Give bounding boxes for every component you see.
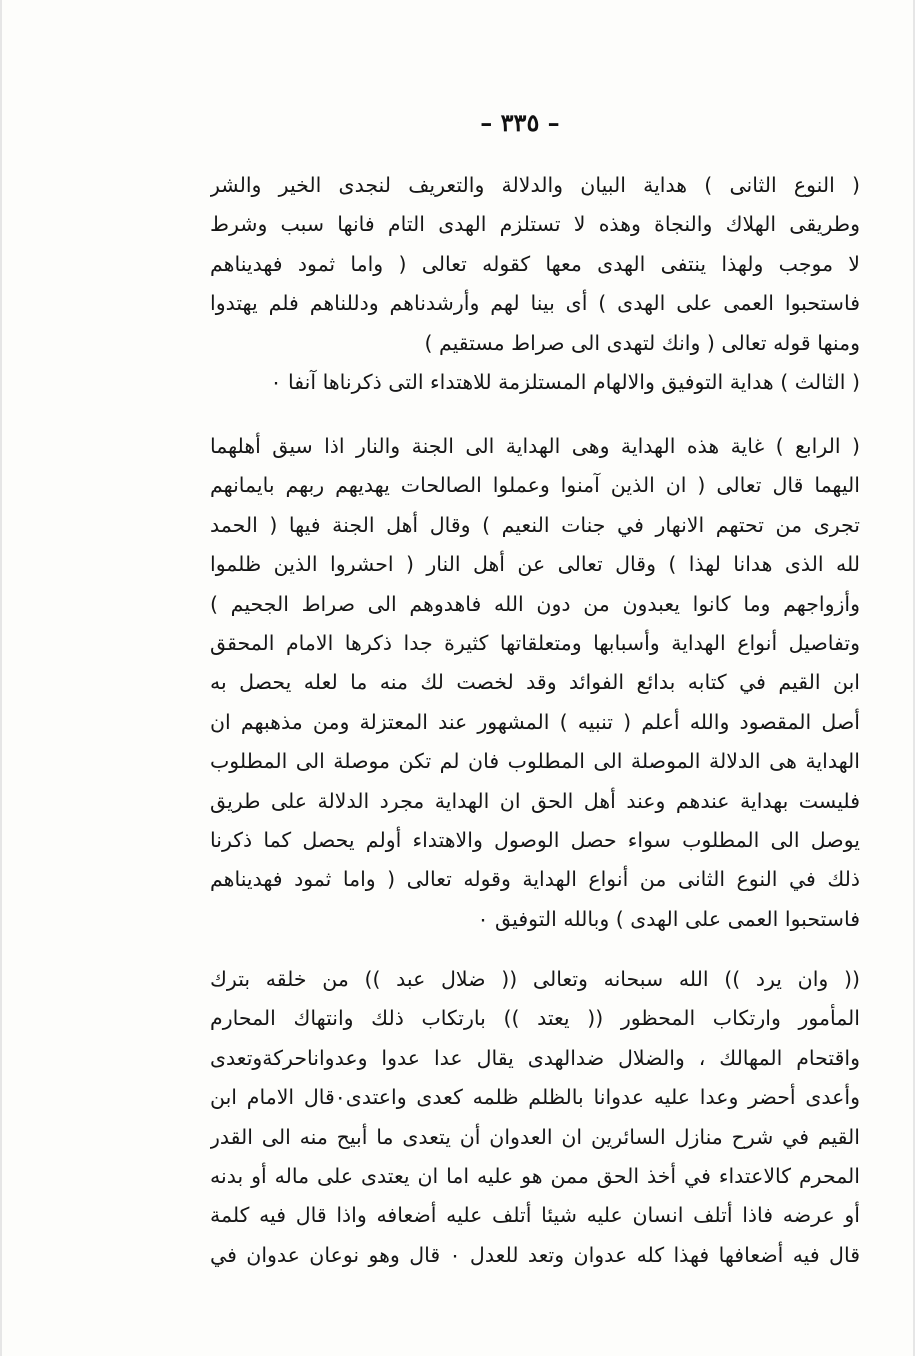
paragraph-misguidance — [210, 960, 860, 1275]
text-line: تجرى من تحتهم الانهار في جنات النعيم ) وقال أهل الجنة فيها ( الحمد — [210, 512, 860, 537]
text-line: ( الثالث ) هداية التوفيق والالهام المستلزمة للاهتداء التى ذكرناها آنفا ٠ — [270, 369, 860, 394]
text-line: وطريقى الهلاك والنجاة وهذه لا تستلزم الهدى التام فانها سبب وشرط — [210, 212, 860, 237]
text-line: قال فيه أضعافها فهذا كله عدوان وتعد للعدل ٠ قال وهو نوعان عدوان في — [210, 1242, 860, 1267]
text-line: المحرم كالاعتداء في أخذ الحق ممن هو عليه اما ان يعتدى على ماله أو بدنه — [210, 1163, 860, 1188]
text-line: وأزواجهم وما كانوا يعبدون من دون الله فاهدوهم الى صراط الجحيم ) — [210, 591, 860, 616]
text-line: ابن القيم في كتابه بدائع الفوائد وقد لخصت لك منه ما لعله يحصل به — [210, 670, 860, 695]
text-line: ومنها قوله تعالى ( وانك لتهدى الى صراط مستقيم ) — [424, 330, 860, 355]
text-line: أو عرضه فاذا أتلف انسان عليه شيئا أتلف عليه أضعافه واذا قال فيه كلمة — [210, 1203, 860, 1228]
text-line: (( وان يرد )) الله سبحانه وتعالى (( ضلال عبد )) من خلقه بترك — [210, 967, 860, 991]
text-line: فاستحبوا العمى على الهدى ) وبالله التوفيق ٠ — [477, 906, 860, 931]
text-line: المأمور وارتكاب المحظور (( يعتد )) بارتكاب ذلك وانتهاك المحارم — [210, 1006, 860, 1031]
text-line: يوصل الى المطلوب سواء حصل الوصول والاهتداء أولم يحصل كما ذكرنا — [210, 827, 860, 852]
text-line: فليست بهداية عندهم وعند أهل الحق ان الهداية مجرد الدلالة على طريق — [210, 788, 860, 813]
text-line: اليهما قال تعالى ( ان الذين آمنوا وعملوا الصالحات يهديهم ربهم بايمانهم — [210, 473, 860, 498]
page-number: – ٣٣٥ – — [480, 108, 560, 137]
text-line: ( الرابع ) غاية هذه الهداية وهى الهداية الى الجنة والنار اذا سيق أهلهما — [210, 434, 860, 458]
text-line: القيم في شرح منازل السائرين ان العدوان أن يتعدى ما أبيح منه الى القدر — [210, 1124, 860, 1149]
paragraph-fourth-type — [210, 427, 860, 939]
text-line: الهداية هى الدلالة الموصلة الى المطلوب فان لم تكن موصلة الى المطلوب — [210, 749, 860, 774]
text-line: لا موجب ولهذا ينتفى الهدى معها كقوله تعالى ( واما ثمود فهديناهم — [210, 251, 860, 276]
text-line: أصل المقصود والله أعلم ( تنبيه ) المشهور عند المعتزلة ومن مذهبهم ان — [210, 709, 860, 734]
text-line: لله الذى هدانا لهذا ) وقال تعالى عن أهل النار ( احشروا الذين ظلموا — [210, 552, 860, 577]
text-line: ذلك في النوع الثانى من أنواع الهداية وقوله تعالى ( واما ثمود فهديناهم — [210, 867, 860, 892]
text-line: فاستحبوا العمى على الهدى ) أى بينا لهم وأرشدناهم ودللناهم فلم يهتدوا — [210, 291, 860, 316]
text-line: وأعدى أحضر وعدا عليه عدوانا بالظلم ظلمه كعدى واعتدى٠قال الامام ابن — [210, 1085, 860, 1110]
text-line: وتفاصيل أنواع الهداية وأسبابها ومتعلقاتها كثيرة جدا ذكرها الامام المحقق — [210, 630, 860, 655]
text-line: واقتحام المهالك ، والضلال ضدالهدى يقال عدا عدوا وعدواناحركةوتعدى — [210, 1045, 860, 1070]
scan-edge-left — [0, 0, 2, 1356]
text-line: ( النوع الثانى ) هداية البيان والدلالة والتعريف لنجدى الخير والشر — [210, 173, 860, 197]
paragraph-types-of-guidance — [210, 166, 860, 402]
